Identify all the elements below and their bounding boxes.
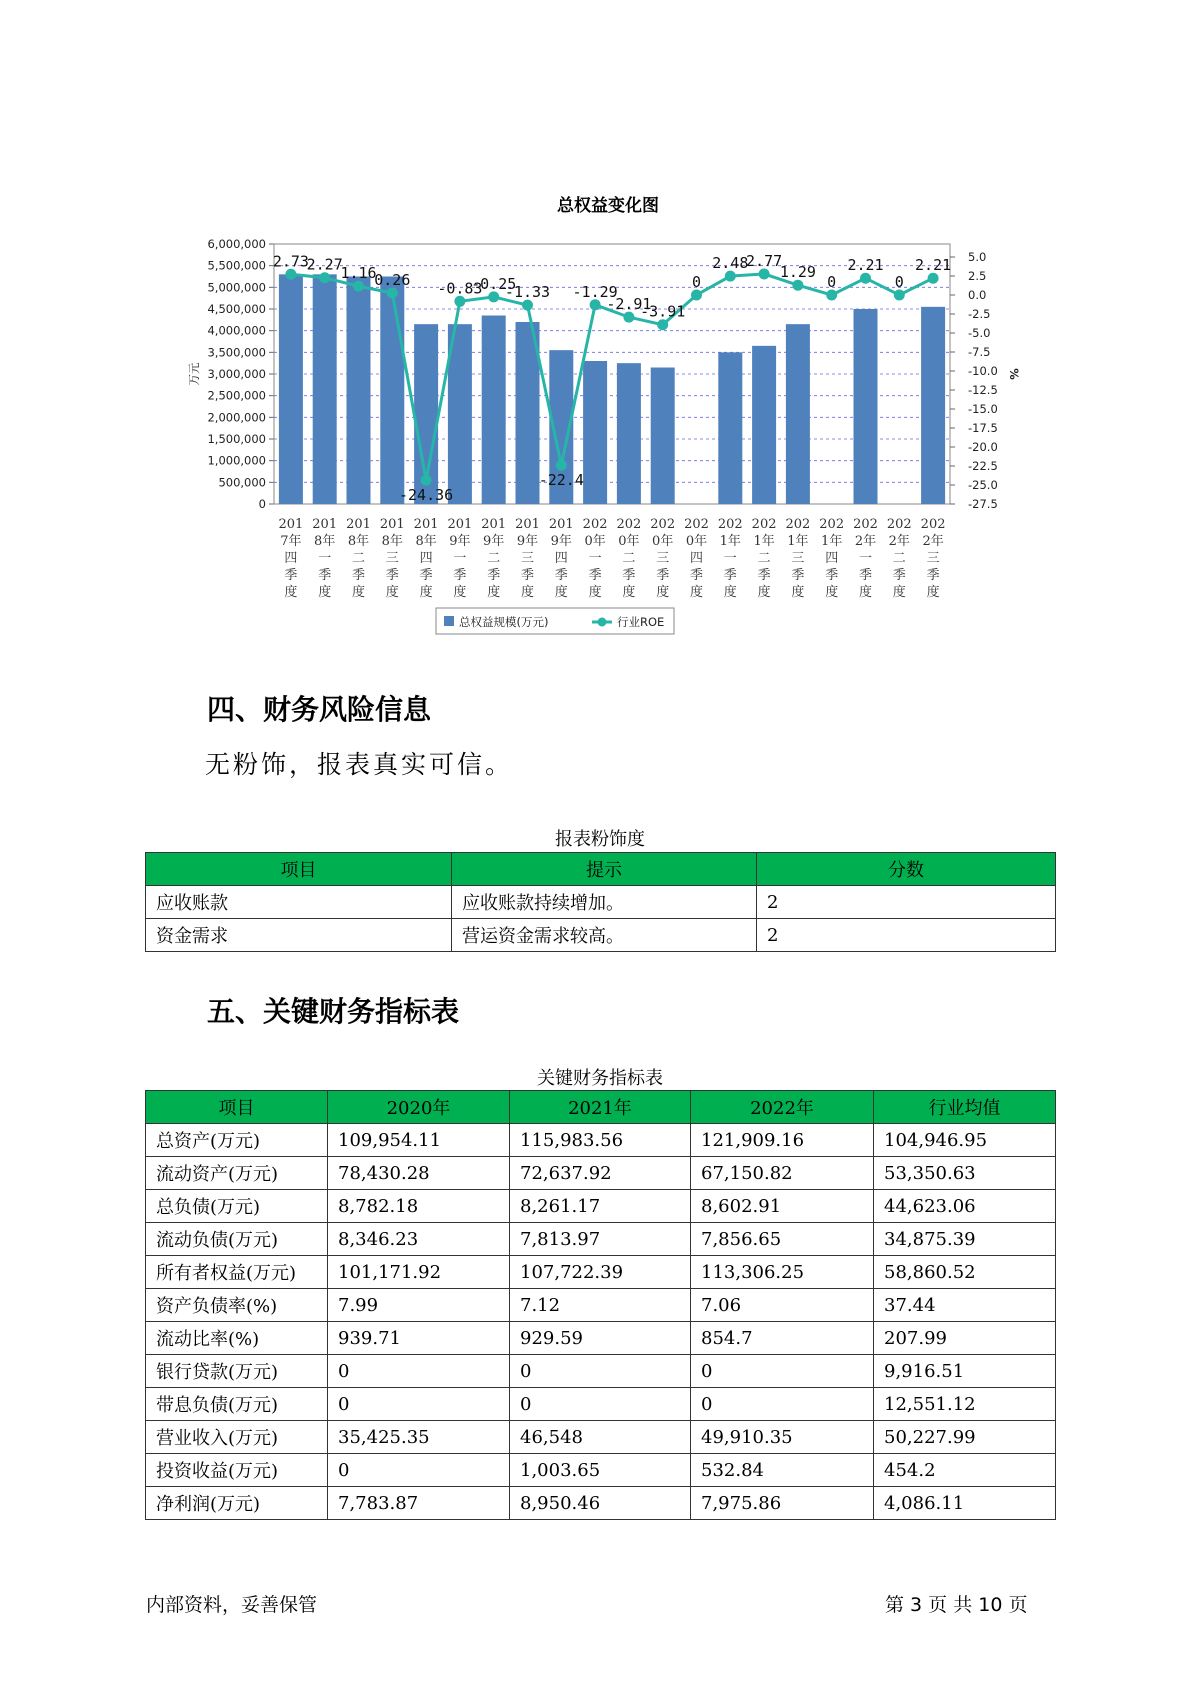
table-row: [146, 1256, 1056, 1289]
y-tick-label-right: -20.0: [968, 440, 998, 454]
roe-point-0: [285, 269, 296, 280]
table-cell: 总负债(万元): [146, 1190, 328, 1223]
table-cell: 1,003.65: [510, 1454, 691, 1487]
table-cell: 35,425.35: [328, 1421, 510, 1454]
x-tick-label: 201 9年三季度: [515, 517, 540, 600]
table-row: [146, 1454, 1056, 1487]
y-tick-label-right: -15.0: [968, 402, 998, 416]
y-tick-label-right: 0.0: [968, 288, 987, 302]
equity-chart: [178, 192, 1038, 652]
roe-point-19: [928, 273, 939, 284]
y-tick-label-left: 2,500,000: [207, 388, 266, 403]
risk-table-header-cell: 提示: [452, 853, 757, 886]
table-cell: 7.99: [328, 1289, 510, 1322]
table-cell: 0: [328, 1388, 510, 1421]
table-cell: 101,171.92: [328, 1256, 510, 1289]
table-cell: 营业收入(万元): [146, 1421, 328, 1454]
table-cell: 0: [328, 1454, 510, 1487]
roe-point-8: [556, 460, 567, 471]
y-tick-label-left: 4,500,000: [207, 302, 266, 316]
table-cell: 532.84: [691, 1454, 874, 1487]
roe-data-label: -22.4: [538, 471, 584, 490]
table-cell: 流动资产(万元): [146, 1157, 328, 1190]
y-tick-label-right: -17.5: [968, 421, 998, 435]
indicator-table: [145, 1090, 1056, 1520]
table-cell: 78,430.28: [328, 1157, 510, 1190]
table-cell: 207.99: [874, 1322, 1056, 1355]
table-row: [146, 1487, 1056, 1520]
x-tick-label: 202 0年四季度: [684, 517, 709, 600]
roe-data-label: 1.29: [779, 263, 816, 282]
roe-point-15: [792, 280, 803, 291]
y-tick-label-left: 1,000,000: [207, 453, 266, 468]
roe-point-10: [623, 312, 634, 323]
roe-point-6: [488, 291, 499, 302]
risk-table: [145, 852, 1056, 952]
roe-point-1: [319, 272, 330, 283]
roe-point-3: [387, 288, 398, 299]
table-cell: 109,954.11: [328, 1124, 510, 1157]
y-tick-label-left: 0: [258, 497, 266, 511]
y-tick-label-right: -27.5: [968, 497, 998, 511]
bar-10: [617, 363, 641, 504]
table-cell: 107,722.39: [510, 1256, 691, 1289]
roe-data-label: -24.36: [399, 486, 454, 505]
table-cell: 939.71: [328, 1322, 510, 1355]
table-row: [146, 1388, 1056, 1421]
table-cell: 121,909.16: [691, 1124, 874, 1157]
table-cell: 8,950.46: [510, 1487, 691, 1520]
risk-table-header-cell: 项目: [146, 853, 452, 886]
table-cell: 454.2: [874, 1454, 1056, 1487]
table-cell: 7.06: [691, 1289, 874, 1322]
y-tick-label-left: 4,000,000: [207, 323, 266, 338]
roe-data-label: 2.21: [847, 256, 884, 275]
x-tick-label: 201 8年一季度: [312, 517, 338, 600]
table-row: [146, 1322, 1056, 1355]
table-cell: 带息负债(万元): [146, 1388, 328, 1421]
roe-point-11: [657, 319, 668, 330]
y-tick-label-left: 6,000,000: [207, 237, 266, 251]
table-cell: 104,946.95: [874, 1124, 1056, 1157]
table-row: [146, 1355, 1056, 1388]
risk-table-caption: 报表粉饰度: [555, 829, 645, 850]
roe-data-label: -2.91: [606, 295, 652, 314]
table-cell: 50,227.99: [874, 1421, 1056, 1454]
footer-left: 内部资料，妥善保管: [146, 1594, 318, 1616]
roe-data-label: 2.48: [712, 254, 749, 273]
table-cell: 44,623.06: [874, 1190, 1056, 1223]
y-tick-label-right: -7.5: [968, 345, 991, 359]
roe-data-label: 0: [691, 273, 702, 291]
roe-data-label: -0.25: [471, 274, 517, 293]
indicator-table-header-cell: 2020年: [328, 1091, 510, 1124]
roe-point-5: [454, 296, 465, 307]
section4-heading: 四、财务风险信息: [207, 693, 432, 726]
table-cell: 7.12: [510, 1289, 691, 1322]
table-cell: 34,875.39: [874, 1223, 1056, 1256]
table-cell: 银行贷款(万元): [146, 1355, 328, 1388]
roe-point-18: [894, 290, 905, 301]
y-tick-label-left: 3,000,000: [207, 367, 266, 381]
table-cell: 投资收益(万元): [146, 1454, 328, 1487]
roe-point-13: [725, 271, 736, 282]
risk-table-header-cell: 分数: [757, 853, 1056, 886]
table-cell: 9,916.51: [874, 1355, 1056, 1388]
table-cell: 7,856.65: [691, 1223, 874, 1256]
table-cell: 营运资金需求较高。: [452, 919, 757, 952]
table-cell: 46,548: [510, 1421, 691, 1454]
roe-data-label: 0: [827, 273, 837, 291]
table-cell: 115,983.56: [510, 1124, 691, 1157]
x-tick-label: 201 8年二季度: [346, 517, 371, 600]
y-axis-label-left: 万元: [187, 362, 201, 386]
y-tick-label-right: -12.5: [968, 383, 998, 397]
table-cell: 0: [510, 1355, 691, 1388]
y-tick-label-right: -25.0: [968, 478, 998, 492]
x-tick-label: 202 1年三季度: [785, 517, 811, 600]
roe-data-label: 2.21: [915, 256, 952, 275]
bar-15: [786, 324, 810, 504]
roe-point-12: [691, 290, 702, 301]
x-tick-label: 202 1年四季度: [819, 517, 845, 600]
bar-3: [380, 277, 404, 505]
y-tick-label-right: -5.0: [968, 326, 991, 340]
table-row: [146, 1223, 1056, 1256]
indicator-table-caption: 关键财务指标表: [537, 1068, 663, 1089]
y-tick-label-right: 2.5: [968, 269, 987, 283]
table-cell: 应收账款: [146, 886, 452, 919]
roe-point-7: [522, 300, 533, 311]
x-tick-label: 202 0年二季度: [616, 517, 642, 600]
risk-table-header: [146, 853, 1056, 886]
table-cell: 67,150.82: [691, 1157, 874, 1190]
bar-1: [313, 274, 337, 504]
x-tick-label: 202 1年二季度: [751, 517, 777, 600]
roe-point-9: [590, 299, 601, 310]
table-cell: 8,346.23: [328, 1223, 510, 1256]
y-tick-label-left: 3,500,000: [207, 345, 266, 360]
equity-chart-svg: [178, 192, 1038, 652]
table-cell: 7,783.87: [328, 1487, 510, 1520]
table-cell: 2: [757, 919, 1056, 952]
y-tick-label-left: 5,500,000: [207, 258, 266, 273]
table-cell: 应收账款持续增加。: [452, 886, 757, 919]
roe-data-label: 2.73: [272, 252, 309, 271]
table-cell: 7,975.86: [691, 1487, 874, 1520]
y-tick-label-left: 2,000,000: [207, 410, 266, 425]
roe-point-2: [353, 281, 364, 292]
table-cell: 58,860.52: [874, 1256, 1056, 1289]
table-cell: 净利润(万元): [146, 1487, 328, 1520]
roe-point-17: [860, 273, 871, 284]
table-row: [146, 886, 1056, 919]
chart-title: 总权益变化图: [557, 196, 659, 216]
roe-point-14: [759, 268, 770, 279]
table-cell: 72,637.92: [510, 1157, 691, 1190]
table-row: [146, 1124, 1056, 1157]
bar-17: [854, 309, 878, 504]
roe-data-label: -0.83: [437, 279, 483, 298]
y-tick-label-right: 5.0: [968, 250, 987, 264]
roe-data-label: -1.33: [504, 283, 551, 302]
bar-19: [921, 307, 945, 504]
bar-11: [651, 368, 675, 505]
roe-data-label: -1.29: [572, 282, 618, 301]
y-tick-label-left: 500,000: [218, 475, 266, 490]
table-cell: 资产负债率(%): [146, 1289, 328, 1322]
roe-data-label: 1.16: [340, 264, 377, 283]
table-cell: 0: [691, 1355, 874, 1388]
roe-data-label: 2.77: [746, 251, 783, 270]
table-cell: 8,782.18: [328, 1190, 510, 1223]
table-cell: 流动比率(%): [146, 1322, 328, 1355]
table-cell: 0: [691, 1388, 874, 1421]
x-tick-label: 201 7年四季度: [278, 517, 304, 600]
table-cell: 854.7: [691, 1322, 874, 1355]
legend-line-label: 行业ROE: [617, 615, 665, 629]
x-tick-label: 201 8年三季度: [379, 517, 405, 600]
section4-text: 无粉饰，报表真实可信。: [205, 750, 514, 779]
bar-0: [279, 274, 303, 504]
x-tick-label: 202 0年三季度: [650, 517, 676, 600]
table-cell: 所有者权益(万元): [146, 1256, 328, 1289]
x-tick-label: 202 0年一季度: [582, 517, 608, 600]
bar-14: [752, 346, 776, 504]
x-tick-label: 202 2年三季度: [920, 517, 946, 600]
bar-9: [583, 361, 607, 504]
y-tick-label-right: -22.5: [968, 459, 998, 473]
legend-bar-swatch: [444, 616, 454, 626]
x-tick-label: 201 9年一季度: [447, 517, 473, 600]
table-cell: 929.59: [510, 1322, 691, 1355]
x-tick-label: 202 2年一季度: [853, 517, 878, 600]
table-cell: 0: [328, 1355, 510, 1388]
roe-data-label: 0: [894, 273, 904, 291]
roe-data-label: 2.27: [306, 255, 343, 274]
bar-13: [718, 352, 742, 504]
table-row: [146, 1157, 1056, 1190]
y-tick-label-right: -10.0: [968, 364, 998, 378]
y-tick-label-left: 5,000,000: [207, 280, 266, 295]
x-tick-label: 202 2年二季度: [886, 517, 912, 600]
x-tick-label: 201 9年四季度: [548, 517, 574, 600]
table-cell: 8,602.91: [691, 1190, 874, 1223]
table-cell: 流动负债(万元): [146, 1223, 328, 1256]
table-cell: 12,551.12: [874, 1388, 1056, 1421]
table-row: [146, 919, 1056, 952]
indicator-table-header-cell: 2022年: [691, 1091, 874, 1124]
table-cell: 49,910.35: [691, 1421, 874, 1454]
roe-point-16: [826, 290, 837, 301]
bar-2: [347, 277, 371, 505]
table-cell: 2: [757, 886, 1056, 919]
table-row: [146, 1190, 1056, 1223]
table-cell: 53,350.63: [874, 1157, 1056, 1190]
table-cell: 4,086.11: [874, 1487, 1056, 1520]
indicator-table-header: [146, 1091, 1056, 1124]
indicator-table-header-cell: 2021年: [510, 1091, 691, 1124]
legend-line-marker: [598, 618, 607, 627]
x-tick-label: 201 8年四季度: [413, 517, 439, 600]
roe-data-label: 0.26: [374, 271, 411, 290]
table-cell: 7,813.97: [510, 1223, 691, 1256]
table-cell: 0: [510, 1388, 691, 1421]
roe-data-label: -3.91: [640, 302, 686, 321]
x-tick-label: 202 1年一季度: [717, 517, 743, 600]
table-cell: 113,306.25: [691, 1256, 874, 1289]
indicator-table-header-cell: 项目: [146, 1091, 328, 1124]
section5-heading: 五、关键财务指标表: [207, 995, 460, 1028]
roe-point-4: [421, 475, 432, 486]
table-row: [146, 1289, 1056, 1322]
y-tick-label-left: 1,500,000: [207, 432, 266, 446]
table-cell: 资金需求: [146, 919, 452, 952]
x-tick-label: 201 9年二季度: [481, 517, 507, 600]
y-tick-label-right: -2.5: [968, 307, 991, 321]
bar-6: [482, 316, 506, 505]
table-cell: 8,261.17: [510, 1190, 691, 1223]
legend-bar-label: 总权益规模(万元): [459, 615, 549, 629]
table-cell: 总资产(万元): [146, 1124, 328, 1157]
table-cell: 37.44: [874, 1289, 1056, 1322]
table-row: [146, 1421, 1056, 1454]
indicator-table-header-cell: 行业均值: [874, 1091, 1056, 1124]
y-axis-label-right: %: [1007, 368, 1021, 380]
page-number: 第 3 页 共 10 页: [885, 1594, 1028, 1616]
